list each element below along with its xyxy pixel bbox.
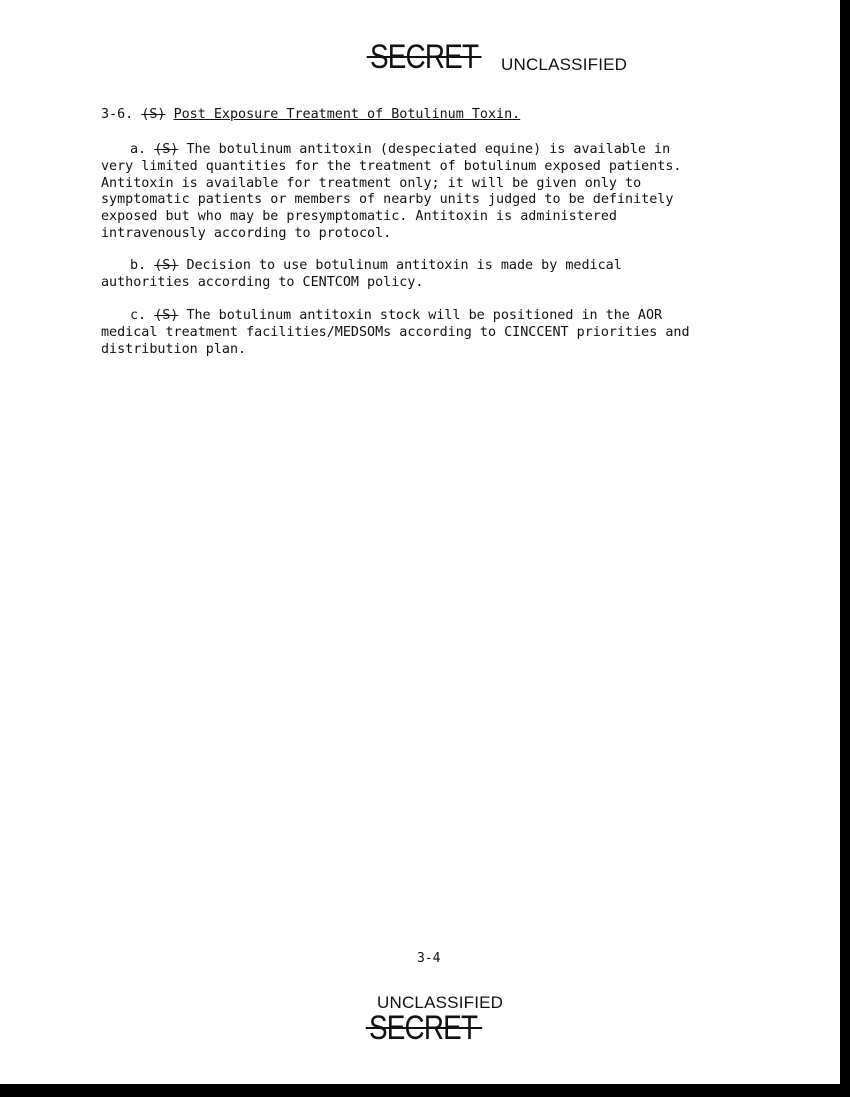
- paragraph-letter: b.: [130, 258, 147, 273]
- struck-secret-marking: SECRET: [370, 38, 479, 76]
- paragraph-text: Decision to use botulinum antitoxin is made by medical authorities according to CENTCOM policy.: [101, 258, 622, 290]
- bottom-classification-marking: [369, 993, 504, 1047]
- paragraph-letter: c.: [130, 308, 147, 323]
- paragraph-text: The botulinum antitoxin (despeciated equine) is available in very limited quantities for the treatment of botulinum exposed patients. Antitoxin is available for treatment only; it will be given only to symptomatic patients or members of nearby units judged to be definitely exposed but who may be presymptomatic. Antitoxin is administered intravenously according to protocol.: [101, 142, 682, 241]
- struck-secret-marking: SECRET: [369, 1009, 478, 1047]
- section-number: 3-6.: [101, 107, 134, 122]
- paragraph-c: [101, 308, 721, 358]
- paragraph-text: The botulinum antitoxin stock will be positioned in the AOR medical treatment facilities/MEDSOMs according to CINCCENT priorities and distribution plan.: [101, 308, 690, 357]
- section-title: Post Exposure Treatment of Botulinum Toxin.: [173, 107, 521, 122]
- scan-border-bottom: [0, 1084, 850, 1097]
- paragraph-b: [101, 258, 721, 292]
- struck-classification: (S): [154, 308, 179, 323]
- struck-classification: (S): [154, 258, 179, 273]
- struck-classification: (S): [154, 142, 179, 157]
- section-heading: [101, 107, 721, 124]
- unclassified-marking: UNCLASSIFIED: [501, 55, 628, 74]
- struck-classification: (S): [141, 107, 166, 122]
- scan-border-right: [840, 0, 850, 1097]
- paragraph-letter: a.: [130, 142, 147, 157]
- paragraph-a: [101, 142, 721, 243]
- page-number: 3-4: [417, 951, 441, 966]
- top-classification-marking: [370, 38, 628, 76]
- unclassified-marking: UNCLASSIFIED: [377, 993, 504, 1012]
